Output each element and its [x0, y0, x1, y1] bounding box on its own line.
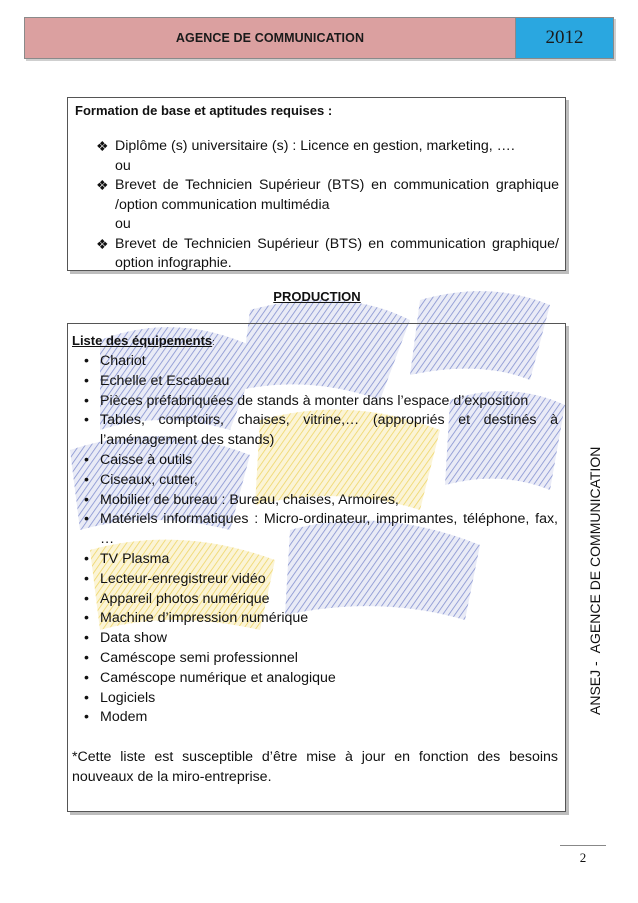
list-item — [84, 451, 558, 471]
side-text-left: ANSEJ - — [587, 661, 603, 715]
list-item — [84, 590, 558, 610]
list-item — [84, 372, 558, 392]
list-item — [96, 235, 559, 274]
equipment-item-text: Lecteur-enregistreur vidéo — [100, 570, 266, 587]
bullet-icon: • — [84, 412, 89, 429]
page-number: 2 — [579, 850, 587, 865]
diamond-bullet-icon: ❖ — [96, 138, 109, 154]
bullet-icon: • — [84, 392, 89, 409]
list-item — [84, 510, 558, 550]
list-item — [84, 570, 558, 590]
list-item — [84, 550, 558, 570]
list-item — [84, 609, 558, 629]
bullet-icon: • — [84, 471, 89, 488]
equipment-title — [72, 333, 215, 348]
side-vertical-text — [580, 425, 610, 715]
list-item — [84, 352, 558, 372]
list-item — [84, 669, 558, 689]
bullet-icon: • — [84, 590, 89, 607]
equipment-item-text: Tables, comptoirs, chaises, vitrine,… (appropriés et destinés à l’aménagement des stands) — [100, 412, 558, 449]
bullet-icon: • — [84, 669, 89, 686]
bullet-icon: • — [84, 451, 89, 468]
equipment-item-text: Mobilier de bureau : Bureau, chaises, Armoires, — [100, 491, 399, 508]
equipment-item-text: TV Plasma — [100, 550, 170, 567]
diamond-bullet-icon: ❖ — [96, 177, 109, 193]
equipment-item-text: Chariot — [100, 353, 146, 369]
formation-title: Formation de base et aptitudes requises : — [75, 103, 333, 118]
equipment-item-text: Logiciels — [100, 689, 156, 706]
list-item — [84, 689, 558, 709]
formation-list — [96, 137, 559, 274]
equipment-item-text: Modem — [100, 709, 148, 726]
list-item — [84, 708, 558, 728]
diamond-bullet-icon: ❖ — [96, 235, 109, 252]
equipment-item-text: Ciseaux, cutter, — [100, 471, 198, 488]
page-header — [24, 17, 614, 59]
list-item — [96, 176, 559, 235]
equipment-box — [67, 323, 566, 812]
list-item — [84, 491, 558, 511]
bullet-icon: • — [84, 570, 89, 587]
equipment-note: *Cette liste est susceptible d’être mise à jour en fonction des besoins nouveaux de la miro-entreprise. — [72, 749, 558, 785]
equipment-item-text: Caméscope numérique et analogique — [100, 669, 336, 686]
list-item — [96, 137, 559, 176]
formation-item-text: Brevet de Technicien Supérieur (BTS) en communication graphique/ option infographie. — [115, 235, 559, 271]
equipment-list — [84, 352, 558, 728]
formation-box — [67, 97, 566, 271]
equipment-title-colon: : — [212, 337, 215, 347]
side-text-right: AGENCE DE COMMUNICATION — [587, 446, 603, 654]
bullet-icon: • — [84, 610, 89, 627]
bullet-icon: • — [84, 511, 89, 528]
equipment-item-text: Machine d’impression numérique — [100, 610, 309, 627]
bullet-icon: • — [84, 709, 89, 726]
formation-item-text: Brevet de Technicien Supérieur (BTS) en communication graphique /option communication multimédia — [115, 177, 559, 213]
list-item — [84, 392, 558, 412]
header-year: 2012 — [516, 18, 613, 58]
list-item — [84, 471, 558, 491]
formation-item-or: ou — [115, 157, 131, 174]
equipment-item-text: Matériels informatiques : Micro-ordinateur, imprimantes, téléphone, fax, … — [100, 511, 558, 548]
equipment-item-text: Caisse à outils — [100, 451, 193, 468]
formation-item-text: Diplôme (s) universitaire (s) : Licence en gestion, marketing, …. — [115, 138, 515, 154]
bullet-icon: • — [84, 550, 89, 567]
bullet-icon: • — [84, 353, 89, 369]
section-title: PRODUCTION — [273, 289, 361, 304]
equipment-item-text: Pièces préfabriquées de stands à monter dans l’espace d’exposition — [100, 392, 529, 409]
formation-item-or: ou — [115, 216, 131, 232]
equipment-title-label: Liste des équipements — [72, 333, 213, 348]
bullet-icon: • — [84, 630, 89, 647]
bullet-icon: • — [84, 689, 89, 706]
bullet-icon: • — [84, 491, 89, 508]
equipment-item-text: Appareil photos numérique — [100, 590, 270, 607]
page-number-rule — [560, 845, 606, 846]
bullet-icon: • — [84, 372, 89, 389]
equipment-item-text: Caméscope semi professionnel — [100, 649, 298, 666]
header-title: AGENCE DE COMMUNICATION — [25, 18, 516, 58]
list-item — [84, 649, 558, 669]
equipment-item-text: Echelle et Escabeau — [100, 372, 230, 389]
list-item — [84, 411, 558, 451]
list-item — [84, 629, 558, 649]
equipment-item-text: Data show — [100, 630, 168, 647]
bullet-icon: • — [84, 649, 89, 666]
